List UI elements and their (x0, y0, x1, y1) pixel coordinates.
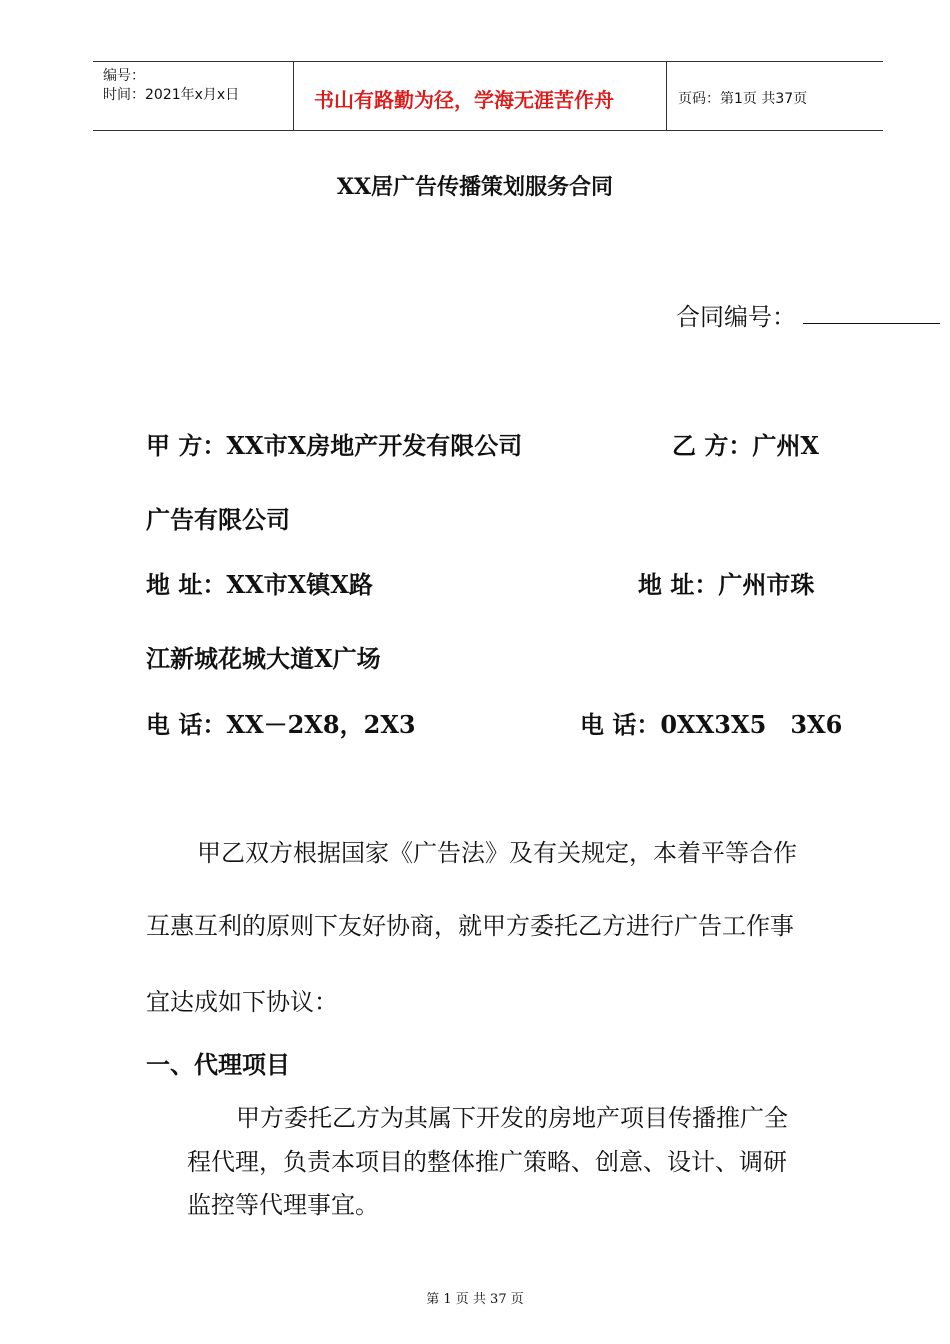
address-a: 地 址：XX市X镇X路 (146, 570, 373, 599)
address-b-continued: 江新城花城大道X广场 (146, 644, 381, 673)
page-header (93, 61, 883, 131)
intro-line-3: 宜达成如下协议： (146, 988, 338, 1016)
phone-a: 电 话：XX－2X8，2X3 (146, 710, 416, 739)
header-motto: 书山有路勤为径，学海无涯苦作舟 (314, 88, 614, 112)
header-page-cell (668, 62, 883, 130)
section-1-line-3: 监控等代理事宜。 (187, 1191, 379, 1219)
party-a: 甲 方：XX市X房地产开发有限公司 (146, 431, 523, 460)
contract-number-label: 合同编号： (676, 303, 796, 331)
document-title: XX居广告传播策划服务合同 (336, 174, 614, 200)
party-b: 乙 方：广州X (672, 431, 819, 460)
page-footer: 第 1 页 共 37 页 (426, 1292, 524, 1307)
section-1-title: 一、代理项目 (146, 1050, 290, 1079)
address-b: 地 址：广州市珠 (638, 570, 815, 599)
intro-line-1: 甲乙双方根据国家《广告法》及有关规定，本着平等合作 (197, 839, 797, 867)
section-1-line-2: 程代理，负责本项目的整体推广策略、创意、设计、调研 (187, 1148, 787, 1176)
phone-b: 电 话：0XX3X5 3X6 (580, 710, 843, 739)
party-b-continued: 广告有限公司 (146, 505, 290, 534)
intro-line-2: 互惠互利的原则下友好协商，就甲方委托乙方进行广告工作事 (146, 912, 794, 940)
header-motto-cell (294, 62, 667, 130)
contract-number-blank (803, 323, 940, 324)
header-meta-cell (93, 62, 294, 130)
section-1-line-1: 甲方委托乙方为其属下开发的房地产项目传播推广全 (236, 1104, 788, 1132)
serial-label: 编号： (103, 68, 145, 84)
time-label: 时间：2021年x月x日 (103, 87, 240, 103)
header-page-info: 页码：第1页 共37页 (678, 91, 808, 107)
